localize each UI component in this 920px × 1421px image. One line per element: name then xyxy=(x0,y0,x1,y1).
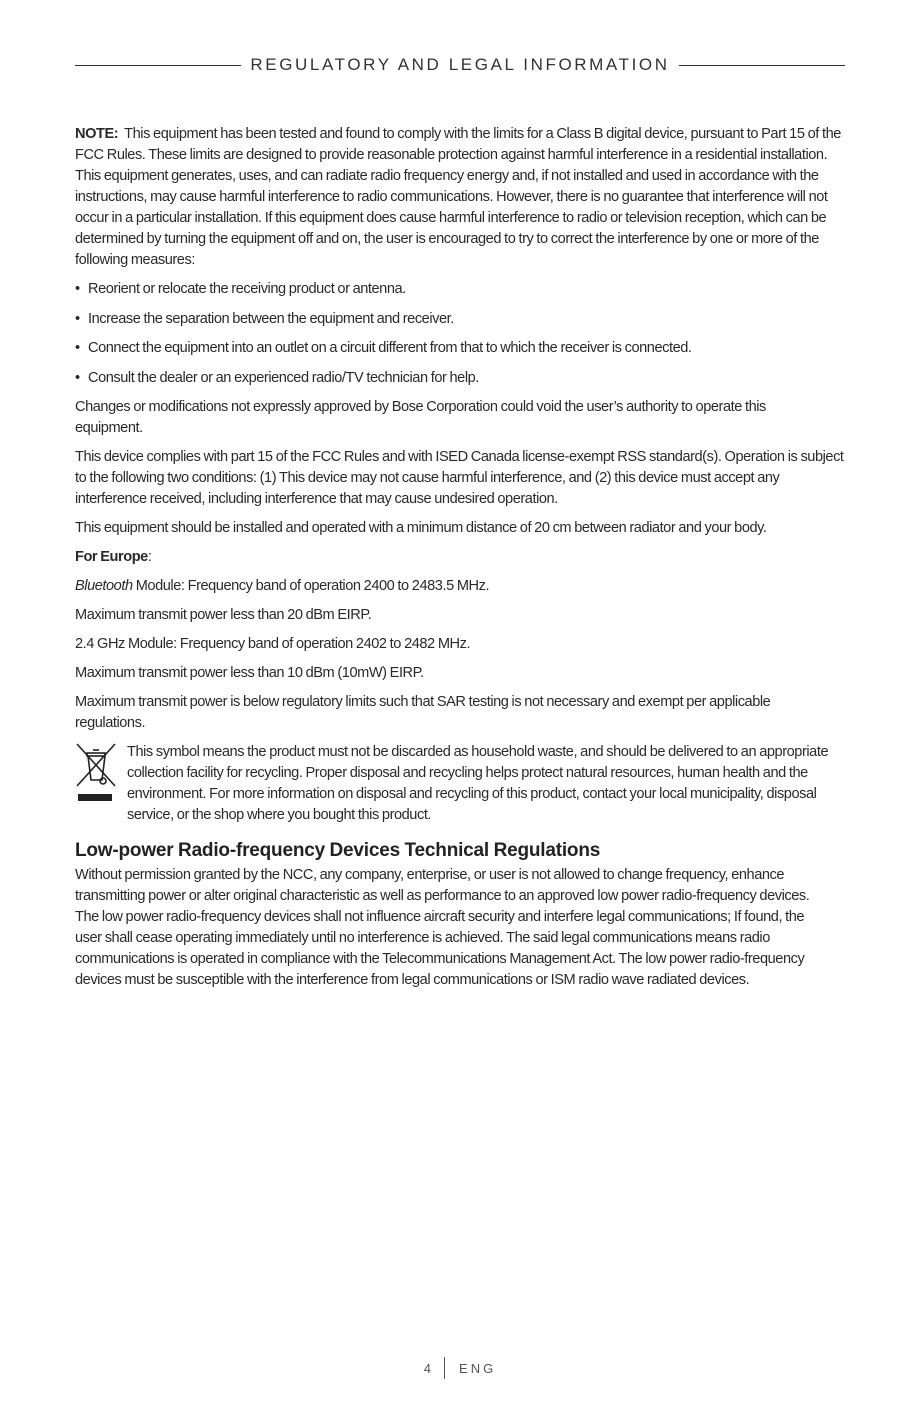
note-text: This equipment has been tested and found to comply with the limits for a Class B digital device, pursuant to Part 15 of the FCC Rules. These limits are designed to provide reasonable protection against harmful interference in a residential installation. This equipment generates, uses, and can radiate radio frequency energy and, if not installed and used in accordance with the instructions, may cause harmful interference to radio communications. However, there is no guarantee that interference will not occur in a particular installation. If this equipment does cause harmful interference to radio or television reception, which can be determined by turning the equipment off and on, the user is encouraged to try to correct the interference by one or more of the following measures: xyxy=(75,126,841,268)
list-item: • Reorient or relocate the receiving product or antenna. xyxy=(75,279,850,300)
document-body xyxy=(75,124,850,999)
ncc-heading: Low-power Radio-frequency Devices Technical Regulations xyxy=(75,840,601,861)
note-label: NOTE: xyxy=(75,126,119,142)
sar-paragraph: Maximum transmit power is below regulatory limits such that SAR testing is not necessary and exempt per applicable regulations. xyxy=(75,694,771,731)
bt-power-line: Maximum transmit power less than 20 dBm EIRP. xyxy=(75,607,372,623)
ncc-paragraph: Without permission granted by the NCC, any company, enterprise, or user is not allowed to change frequency, enhance transmitting power or alter original characteristic as well as performance to an approved low power radio-frequency devices. The low power radio-frequency devices shall not influence aircraft security and interfere legal communications; If found, the user shall cease operating immediately until no interference is achieved. The said legal communications means radio communications is operated in compliance with the Telecommunications Management Act. The low power radio-frequency devices must be susceptible with the interference from legal communications or ISM radio wave radiated devices. xyxy=(75,867,810,988)
page-footer xyxy=(0,1357,920,1379)
header-rule-left xyxy=(75,65,241,66)
footer-divider xyxy=(444,1357,445,1379)
ghz-module-line: 2.4 GHz Module: Frequency band of operation 2402 to 2482 MHz. xyxy=(75,636,471,652)
bullet-icon: • xyxy=(75,340,80,356)
page-number: 4 xyxy=(423,1360,435,1376)
measures-list xyxy=(75,279,850,389)
list-item: • Consult the dealer or an experienced radio/TV technician for help. xyxy=(75,368,850,389)
page-header xyxy=(75,55,845,75)
distance-paragraph: This equipment should be installed and operated with a minimum distance of 20 cm between radiator and your body. xyxy=(75,520,767,536)
changes-paragraph: Changes or modifications not expressly approved by Bose Corporation could void the user’s authority to operate this equipment. xyxy=(75,399,766,436)
bullet-icon: • xyxy=(75,281,80,297)
fcc-note xyxy=(75,124,850,271)
bullet-icon: • xyxy=(75,310,80,327)
list-item: • Connect the equipment into an outlet on a circuit different from that to which the receiver is connected. xyxy=(75,338,850,359)
crossed-out-wheelie-bin-icon xyxy=(75,742,121,804)
europe-heading: For Europe: xyxy=(75,549,152,565)
language-label: ENG xyxy=(459,1360,497,1376)
page-title: REGULATORY AND LEGAL INFORMATION xyxy=(250,55,670,74)
list-item: • Increase the separation between the equipment and receiver. xyxy=(75,309,850,330)
complies-paragraph: This device complies with part 15 of the FCC Rules and with ISED Canada license-exempt RSS standard(s). Operation is subject to the following two conditions: (1) This device may not cause harmful interference, and (2) this device must accept any interference received, including interference that may cause undesired operation. xyxy=(75,449,844,507)
ghz-power-line: Maximum transmit power less than 10 dBm (10mW) EIRP. xyxy=(75,665,424,681)
bt-module-line: Bluetooth Module: Frequency band of operation 2400 to 2483.5 MHz. xyxy=(75,578,490,594)
header-rule-right xyxy=(679,65,845,66)
weee-notice xyxy=(75,742,850,826)
weee-text: This symbol means the product must not be discarded as household waste, and should be delivered to an appropriate collection facility for recycling. Proper disposal and recycling helps protect natural resources, human health and the environment. For more information on disposal and recycling of this product, contact your local municipality, disposal service, or the shop where you bought this product. xyxy=(127,744,829,823)
bullet-icon: • xyxy=(75,369,80,386)
